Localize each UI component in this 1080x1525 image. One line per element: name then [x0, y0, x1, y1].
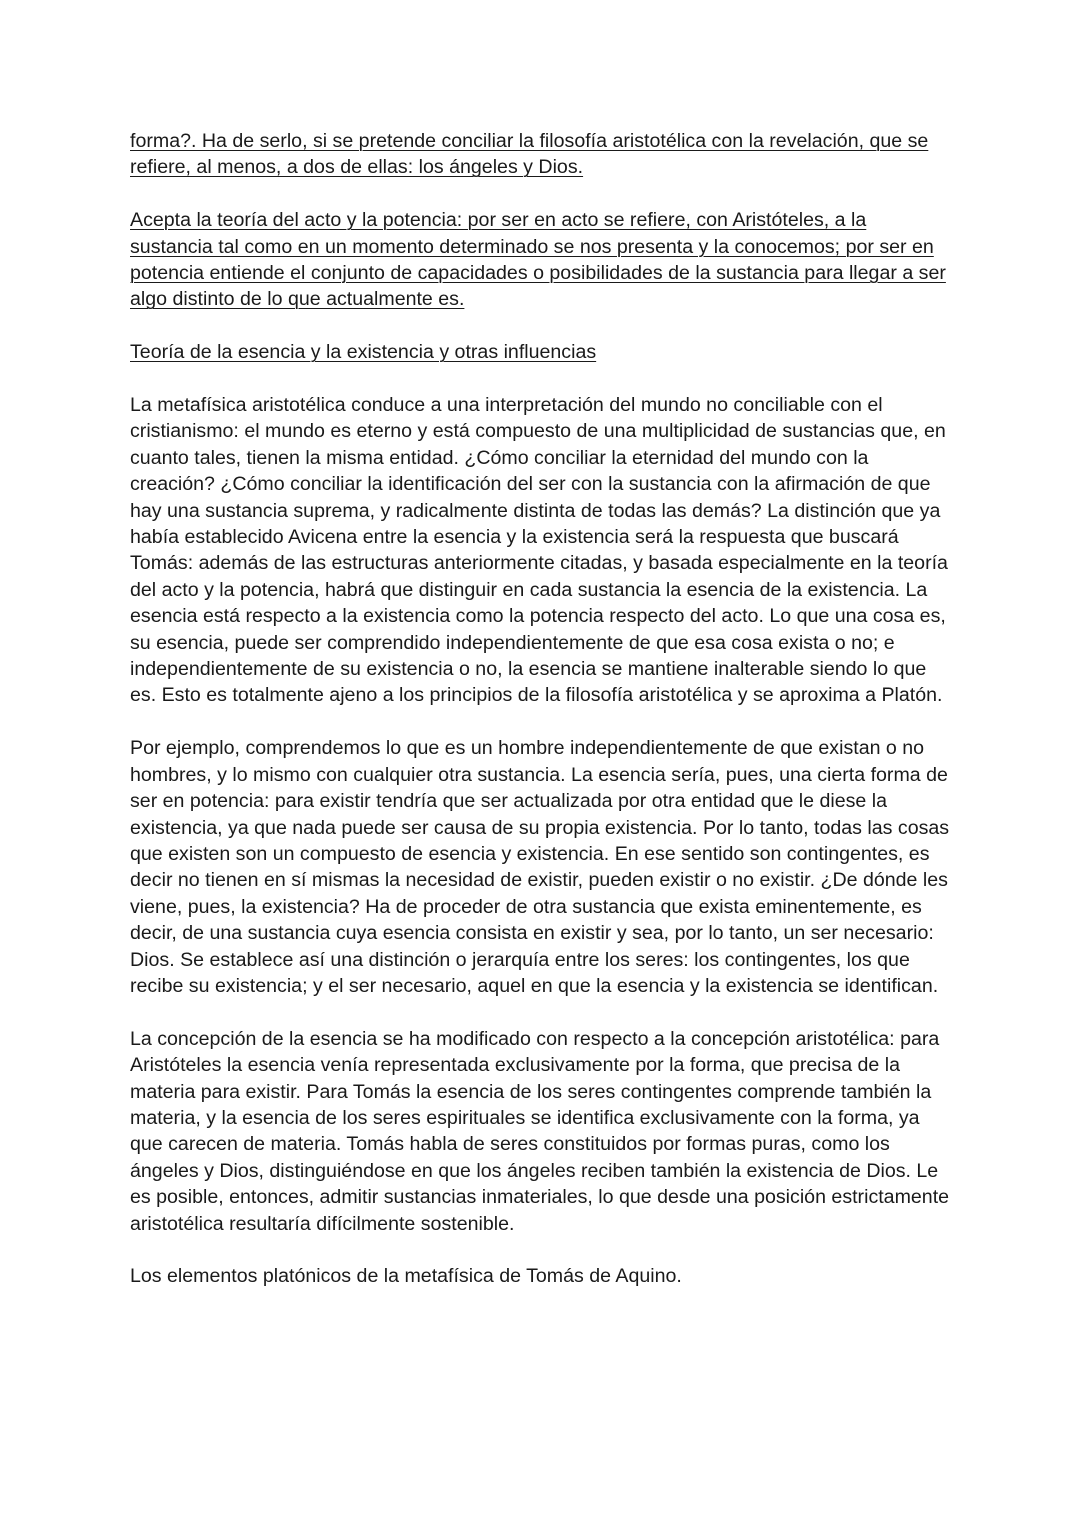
paragraph-acto-potencia: Acepta la teoría del acto y la potencia: por ser en acto se refiere, con Aristóteles, a la sustancia tal como en un momento determinado se nos presenta y la conocemos; por ser en potencia entiende el conjunto de capacidades o posibilidades de la sustancia para llegar a ser algo distinto de lo que actualmente es. — [130, 209, 946, 311]
section-heading: Teoría de la esencia y la existencia y otras influencias — [130, 341, 597, 364]
paragraph-metafisica: La metafísica aristotélica conduce a una interpretación del mundo no conciliable con el cristianismo: el mundo es eterno y está compuesto de una multiplicidad de sustancias que, en cuanto tales, tienen la misma entidad. ¿Cómo conciliar la eternidad del mundo con la creación? ¿Cómo conciliar la identificación del ser con la sustancia con la afirmación de que hay una sustancia suprema, y radicalmente distinta de todas las demás? La distinción que ya había establecido Avicena entre la esencia y la existencia será la respuesta que buscará Tomás: además de las estructuras anteriormente citadas, y basada especialmente en la teoría del acto y la potencia, habrá que distinguir en cada sustancia la esencia de la existencia. La esencia está respecto a la existencia como la potencia respecto del acto. Lo que una cosa es, su esencia, puede ser comprendido independientemente de que esa cosa exista o no; e independientemente de su existencia o no, la esencia se mantiene inalterable siendo lo que es. Esto es totalmente ajeno a los principios de la filosofía aristotélica y se aproxima a Platón. — [130, 394, 948, 707]
paragraph-concepcion: La concepción de la esencia se ha modificado con respecto a la concepción aristotélica: para Aristóteles la esencia venía representada exclusivamente por la forma, que precisa de la materia para existir. Para Tomás la esencia de los seres contingentes comprende también la materia, y la esencia de los seres espirituales se identifica exclusivamente con la forma, ya que carecen de materia. Tomás habla de seres constituidos por formas puras, como los ángeles y Dios, distinguiéndose en que los ángeles reciben también la existencia de Dios. Le es posible, entonces, admitir sustancias inmateriales, lo que desde una posición estrictamente aristotélica resultaría difícilmente sostenible. — [130, 1027, 950, 1235]
paragraph-elementos-platonicos: Los elementos platónicos de la metafísica de Tomás de Aquino. — [130, 1265, 682, 1288]
paragraph-ejemplo: Por ejemplo, comprendemos lo que es un hombre independientemente de que existan o no hombres, y lo mismo con cualquier otra sustancia. La esencia sería, pues, una cierta forma de ser en potencia: para existir tendría que ser actualizada por otra entidad que le diese la existencia, ya que nada puede ser causa de su propia existencia. Por lo tanto, todas las cosas que existen son un compuesto de esencia y existencia. En ese sentido son contingentes, es decir no tienen en sí mismas la necesidad de existir, pueden existir o no existir. ¿De dónde les viene, pues, la existencia? Ha de proceder de otra sustancia que exista eminentemente, es decir, de una sustancia cuya esencia consista en existir y sea, por lo tanto, un ser necesario: Dios. Se establece así una distinción o jerarquía entre los seres: los contingentes, los que recibe su existencia; y el ser necesario, aquel en que la esencia y la existencia se identifican. — [130, 737, 950, 997]
document-page — [130, 128, 952, 1316]
paragraph-intro-continuation: forma?. Ha de serlo, si se pretende conciliar la filosofía aristotélica con la revelación, que se refiere, al menos, a dos de ellas: los ángeles y Dios. — [130, 130, 929, 179]
